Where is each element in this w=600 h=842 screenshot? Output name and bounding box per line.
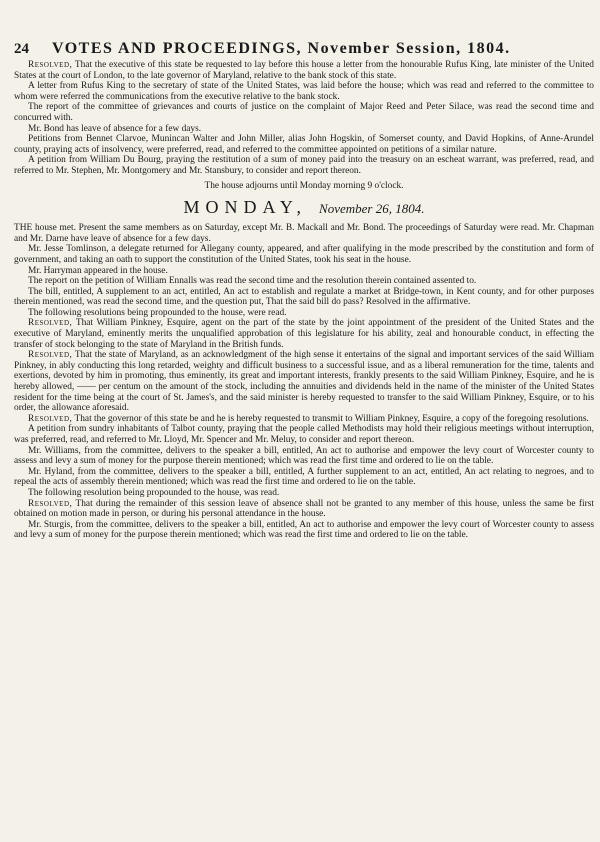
paragraph-text: Mr. Hyland, from the committee, delivers to the speaker a bill, entitled, A further supplement to an act, entitled, An act relating to negroes, and to repeal the acts of assembly therein mentioned; which was read the first time and ordered to lie on the table.: [14, 466, 594, 488]
paragraph: [14, 318, 594, 350]
paragraph-lead: Resolved,: [28, 318, 73, 329]
paragraph-lead: Resolved,: [28, 60, 73, 70]
paragraph-text: Petitions from Bennet Clarvoe, Munincan Walter and John Miller, alias John Hogskin, of Somerset county, and David Hopkins, of Anne-Arundel county, praying acts of insolvency, were preferred, read, and referred to the committee appointed on petitions of a similar nature.: [14, 134, 594, 155]
paragraph-text: Mr. Sturgis, from the committee, delivers to the speaker a bill, entitled, An act to authorise and empower the levy court of Worcester county to assess and levy a sum of money for the purpose therein mentioned; which was read the first time and ordered to lie on the table.: [14, 519, 594, 541]
document-page: [0, 40, 600, 842]
paragraph: [14, 81, 594, 102]
paragraph: [14, 124, 594, 135]
paragraph: [14, 446, 594, 467]
paragraph: [14, 488, 594, 499]
paragraph: [14, 287, 594, 308]
paragraph: [14, 499, 594, 520]
paragraph-text: The report of the committee of grievances and courts of justice on the complaint of Major Reed and Peter Silace, was read the second time and concurred with.: [14, 102, 594, 123]
paragraph-text: A letter from Rufus King to the secretary of state of the United States, was laid before the house; which was read and referred to the committee to whom were referred the communications from the executive relative to the bank stock.: [14, 81, 594, 102]
paragraph-lead: Resolved,: [28, 498, 73, 509]
page-number: 24: [14, 41, 29, 57]
paragraph: [14, 244, 594, 265]
paragraph-text: That the state of Maryland, as an acknowledgment of the high sense it entertains of the signal and important services of the said William Pinkney, in ably conducting this long retarded, weighty and difficult business to a successful issue, and as a liberal remuneration for the time, talents and exertions, devoted by him in promoting, thus eminently, its great and important interests, frankly presents to the said William Pinkney, Esquire, and he is hereby allowed, —— per centum on the amount of the stock, including the annuities and dividends held in the name of the minister of the United States resident for the time being at the court of St. James's, and the said minister is hereby requested to transfer to the said William Pinkney, Esquire, or to his order, the allowance aforesaid.: [14, 350, 594, 414]
paragraph-text: Mr. Harryman appeared in the house.: [28, 265, 168, 276]
paragraph: [14, 414, 594, 425]
paragraph: [14, 223, 594, 244]
paragraph-lead: Resolved,: [28, 350, 73, 361]
day-date: November 26, 1804.: [319, 201, 425, 217]
day-name: MONDAY,: [183, 197, 308, 218]
paragraph-text: A petition from sundry inhabitants of Talbot county, praying that the people called Methodists may hold their religious meetings without interruption, was preferred, read, and referred to Mr. Lloyd, Mr. Spencer and Mr. Meluy, to consider and report thereon.: [14, 424, 594, 445]
paragraph-text: That William Pinkney, Esquire, agent on the part of the state by the joint appointment of the president of the United States and the executive of Maryland, eminently merits the unqualified approbation of this legislature for his ability, zeal and honourable conduct, in effecting the transfer of stock belonging to the state of Maryland in the British funds.: [14, 318, 594, 350]
paragraph: [14, 102, 594, 123]
body-section: [14, 223, 594, 541]
paragraph: [14, 520, 594, 541]
paragraph: [14, 467, 594, 488]
paragraph-text: The bill, entitled, A supplement to an act, entitled, An act to establish and regulate a market at Bridge-town, in Kent county, and for other purposes therein mentioned, was read the second time, and the question put, That the said bill do pass? Resolved in the affirmative.: [14, 286, 594, 308]
paragraph-text: That the governor of this state be and he is hereby requested to transmit to William Pinkney, Esquire, a copy of the foregoing resolutions.: [72, 413, 589, 424]
paragraph-text: A petition from William Du Bourg, praying the restitution of a sum of money paid into the treasury on an escheat warrant, was preferred, read, and referred to Mr. Stephen, Mr. Montgomery and Mr. Stansbury, to consider and report thereon.: [14, 155, 594, 176]
day-heading: [14, 197, 594, 219]
paragraph-text: Mr. Bond has leave of absence for a few days.: [28, 123, 202, 134]
page-header: [14, 40, 594, 60]
paragraph-text: The following resolution being propounded to the house, was read.: [28, 487, 280, 498]
paragraph-lead: Resolved,: [28, 413, 73, 424]
adjournment-notice: The house adjourns until Monday morning 9 o'clock.: [204, 180, 404, 191]
paragraph: [14, 134, 594, 155]
paragraph: [14, 60, 594, 81]
paragraph-text: The following resolutions being propounded to the house, were read.: [28, 307, 287, 318]
paragraph: [14, 155, 594, 176]
paragraph: [14, 350, 594, 414]
paragraph-text: The report on the petition of William Ennalls was read the second time and the resolution therein contained assented to.: [28, 276, 477, 287]
paragraph-text: THE house met. Present the same members as on Saturday, except Mr. B. Mackall and Mr. Bond. The proceedings of Saturday were read. Mr. Chapman and Mr. Darne have leave of absence for a few days.: [14, 223, 594, 244]
paragraph: [14, 266, 594, 277]
paragraph-text: Mr. Williams, from the committee, delivers to the speaker a bill, entitled, An act to authorise and empower the levy court of Worcester county to assess and levy a sum of money for the purpose therein mentioned; which was read the first time and ordered to lie on the table.: [14, 445, 594, 467]
paragraph-text: That during the remainder of this session leave of absence shall not be granted to any member of this house, unless the same be first obtained on motion made in person, or during his personal attendance in the house.: [14, 498, 594, 520]
paragraph-text: That the executive of this state be requested to lay before this house a letter from the honourable Rufus King, late minister of the United States at the court of London, to the late governor of Maryland, relative to the bank stock of this state.: [14, 60, 594, 81]
paragraph: [14, 424, 594, 445]
paragraph: [14, 308, 594, 319]
top-section: [14, 60, 594, 177]
paragraph: [14, 276, 594, 287]
running-title: VOTES AND PROCEEDINGS, November Session, 1804.: [52, 40, 511, 57]
paragraph-text: Mr. Jesse Tomlinson, a delegate returned for Allegany county, appeared, and after qualifying in the mode prescribed by the constitution and form of government, and taking an oath to support the constitution of the United States, took his seat in the house.: [14, 244, 594, 265]
